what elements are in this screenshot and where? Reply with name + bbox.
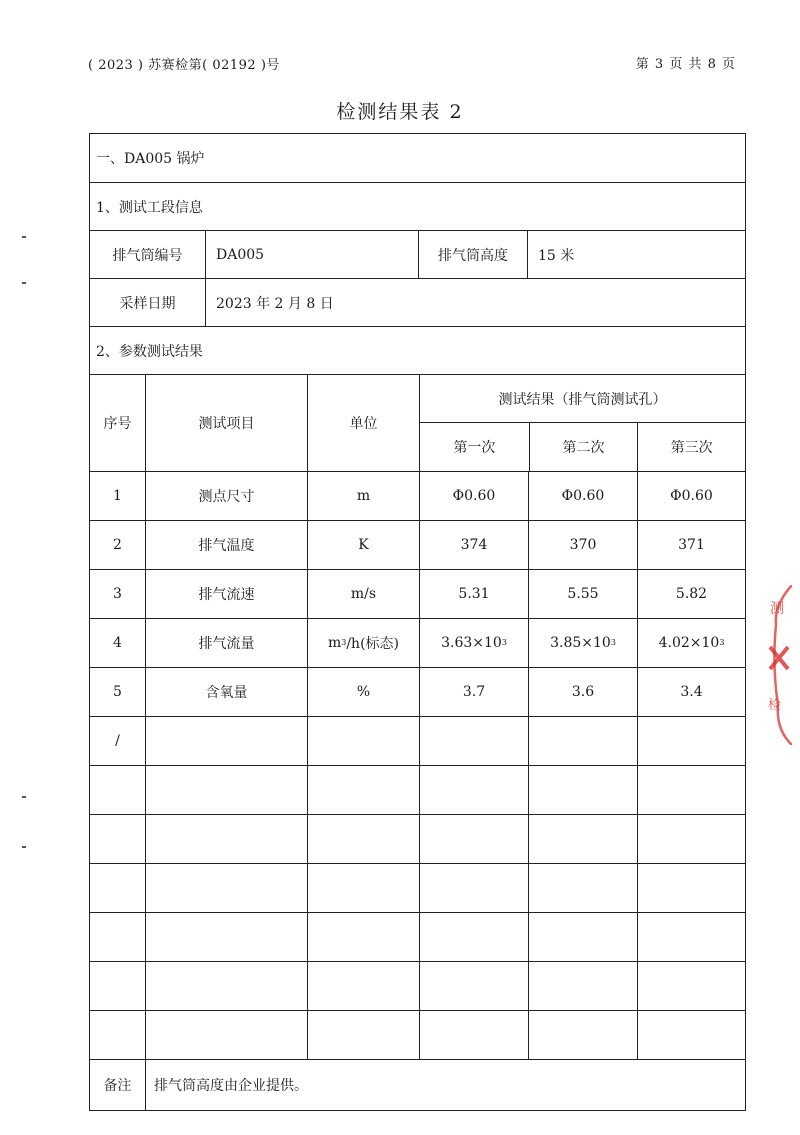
value-base: 3.63×10 <box>441 635 502 651</box>
cell-item: 排气流量 <box>145 619 307 667</box>
empty-row <box>90 814 745 863</box>
cell-run3: 371 <box>637 521 745 569</box>
empty-cell <box>307 962 419 1010</box>
empty-cell <box>145 913 307 961</box>
empty-row <box>90 863 745 912</box>
cell-item: 测点尺寸 <box>145 472 307 520</box>
cell-unit: m/s <box>307 570 419 618</box>
sample-date-row <box>90 278 745 326</box>
stack-id-label: 排气筒编号 <box>112 247 183 264</box>
sample-date-label: 采样日期 <box>119 295 176 312</box>
empty-cell <box>90 1011 145 1059</box>
empty-row <box>90 765 745 814</box>
sub-heading-row <box>90 182 745 230</box>
empty-cell <box>307 864 419 912</box>
empty-cell <box>528 864 637 912</box>
empty-cell <box>637 766 745 814</box>
seal-stamp-icon <box>766 585 792 745</box>
empty-cell <box>145 766 307 814</box>
margin-mark <box>22 846 26 848</box>
cell-run3: 5.82 <box>637 570 745 618</box>
results-header-group <box>419 375 745 471</box>
empty-cell <box>637 1011 745 1059</box>
empty-cell <box>637 864 745 912</box>
cell-run2 <box>528 717 637 765</box>
column-header <box>90 374 745 471</box>
cell-item: 排气温度 <box>145 521 307 569</box>
cell-run2: 5.55 <box>528 570 637 618</box>
stack-id-value: DA005 <box>205 231 418 278</box>
empty-cell <box>528 815 637 863</box>
col-seq-header: 序号 <box>103 416 132 432</box>
empty-cell <box>307 766 419 814</box>
cell-item <box>145 717 307 765</box>
value-base: 3.85×10 <box>550 635 611 651</box>
unit-base: m <box>327 635 342 651</box>
remarks-label: 备注 <box>103 1078 132 1094</box>
cell-unit: m 3 /h(标态) <box>307 619 419 667</box>
cell-run2: 3.85×10 3 <box>528 619 637 667</box>
empty-row <box>90 1010 745 1059</box>
cell-seq: 4 <box>113 635 122 651</box>
cell-run3: Φ0.60 <box>637 472 745 520</box>
col-run3-header: 第三次 <box>637 423 745 471</box>
empty-cell <box>637 815 745 863</box>
sample-date-value: 2023 年 2 月 8 日 <box>205 279 745 326</box>
doc-number: ( 2023 ) 苏赛检第( 02192 )号 <box>88 58 280 73</box>
remarks-text: 排气筒高度由企业提供。 <box>145 1060 745 1110</box>
cell-seq: 3 <box>113 586 122 602</box>
margin-mark <box>22 282 26 284</box>
col-item-header: 测试项目 <box>145 375 307 471</box>
table-row <box>90 471 745 520</box>
empty-cell <box>307 815 419 863</box>
empty-row <box>90 961 745 1010</box>
cell-unit: m <box>307 472 419 520</box>
value-base: 4.02×10 <box>658 635 720 651</box>
empty-cell <box>90 913 145 961</box>
empty-cell <box>419 1011 528 1059</box>
cell-item: 排气流速 <box>145 570 307 618</box>
runs-header <box>420 423 745 471</box>
cell-run1: 374 <box>419 521 528 569</box>
empty-cell <box>637 913 745 961</box>
empty-cell <box>90 864 145 912</box>
margin-mark <box>22 236 26 238</box>
stack-height-value: 15 米 <box>527 231 745 278</box>
sub-heading: 1、测试工段信息 <box>96 200 203 216</box>
empty-cell <box>90 815 145 863</box>
stack-height-label: 排气筒高度 <box>418 231 527 278</box>
margin-mark <box>22 796 26 798</box>
cell-unit: K <box>307 521 419 569</box>
section2-heading-row <box>90 326 745 374</box>
page-info: 第 3 页 共 8 页 <box>635 57 736 72</box>
cell-run2: Φ0.60 <box>528 472 637 520</box>
section2-heading: 2、参数测试结果 <box>96 344 203 360</box>
cell-item: 含氧量 <box>145 668 307 716</box>
remarks-row <box>90 1059 745 1110</box>
cell-run3: 3.4 <box>637 668 745 716</box>
empty-cell <box>307 913 419 961</box>
table-row <box>90 667 745 716</box>
empty-cell <box>145 962 307 1010</box>
unit-rest: /h(标态) <box>346 636 400 652</box>
empty-cell <box>145 815 307 863</box>
empty-cell <box>419 864 528 912</box>
section-heading: 一、DA005 锅炉 <box>96 151 205 167</box>
empty-cell <box>528 1011 637 1059</box>
table-row <box>90 618 745 667</box>
results-table <box>89 133 746 1111</box>
empty-cell <box>90 766 145 814</box>
table-row <box>90 716 745 765</box>
section-heading-row <box>90 134 745 182</box>
empty-cell <box>528 962 637 1010</box>
cell-run1: 5.31 <box>419 570 528 618</box>
empty-row <box>90 912 745 961</box>
stack-info-row <box>90 230 745 278</box>
col-results-header: 测试结果（排气筒测试孔） <box>420 375 745 423</box>
empty-cell <box>419 766 528 814</box>
empty-cell <box>145 1011 307 1059</box>
cell-run1: Φ0.60 <box>419 472 528 520</box>
empty-cell <box>419 913 528 961</box>
empty-cell <box>419 962 528 1010</box>
cell-unit <box>307 717 419 765</box>
cell-seq: 2 <box>113 537 122 553</box>
table-row <box>90 569 745 618</box>
empty-cell <box>90 962 145 1010</box>
cell-run3: 4.02×10 3 <box>637 619 745 667</box>
empty-cell <box>419 815 528 863</box>
cell-seq: 1 <box>113 488 122 504</box>
empty-cell <box>307 1011 419 1059</box>
empty-cell <box>637 962 745 1010</box>
svg-text:检: 检 <box>768 698 782 713</box>
col-run1-header: 第一次 <box>453 440 496 456</box>
cell-seq: / <box>115 733 120 749</box>
cell-run3 <box>637 717 745 765</box>
cell-run1: 3.7 <box>419 668 528 716</box>
cell-seq: 5 <box>113 684 122 700</box>
cell-run2: 370 <box>528 521 637 569</box>
cell-unit: % <box>307 668 419 716</box>
cell-run2: 3.6 <box>528 668 637 716</box>
table-row <box>90 520 745 569</box>
cell-run1 <box>419 717 528 765</box>
empty-cell <box>528 766 637 814</box>
empty-cell <box>145 864 307 912</box>
empty-cell <box>528 913 637 961</box>
cell-run1: 3.63×10 3 <box>419 619 528 667</box>
svg-text:测: 测 <box>770 601 784 617</box>
page-title: 检测结果表 2 <box>336 101 464 123</box>
col-unit-header: 单位 <box>307 375 419 471</box>
col-run2-header: 第二次 <box>529 423 638 471</box>
